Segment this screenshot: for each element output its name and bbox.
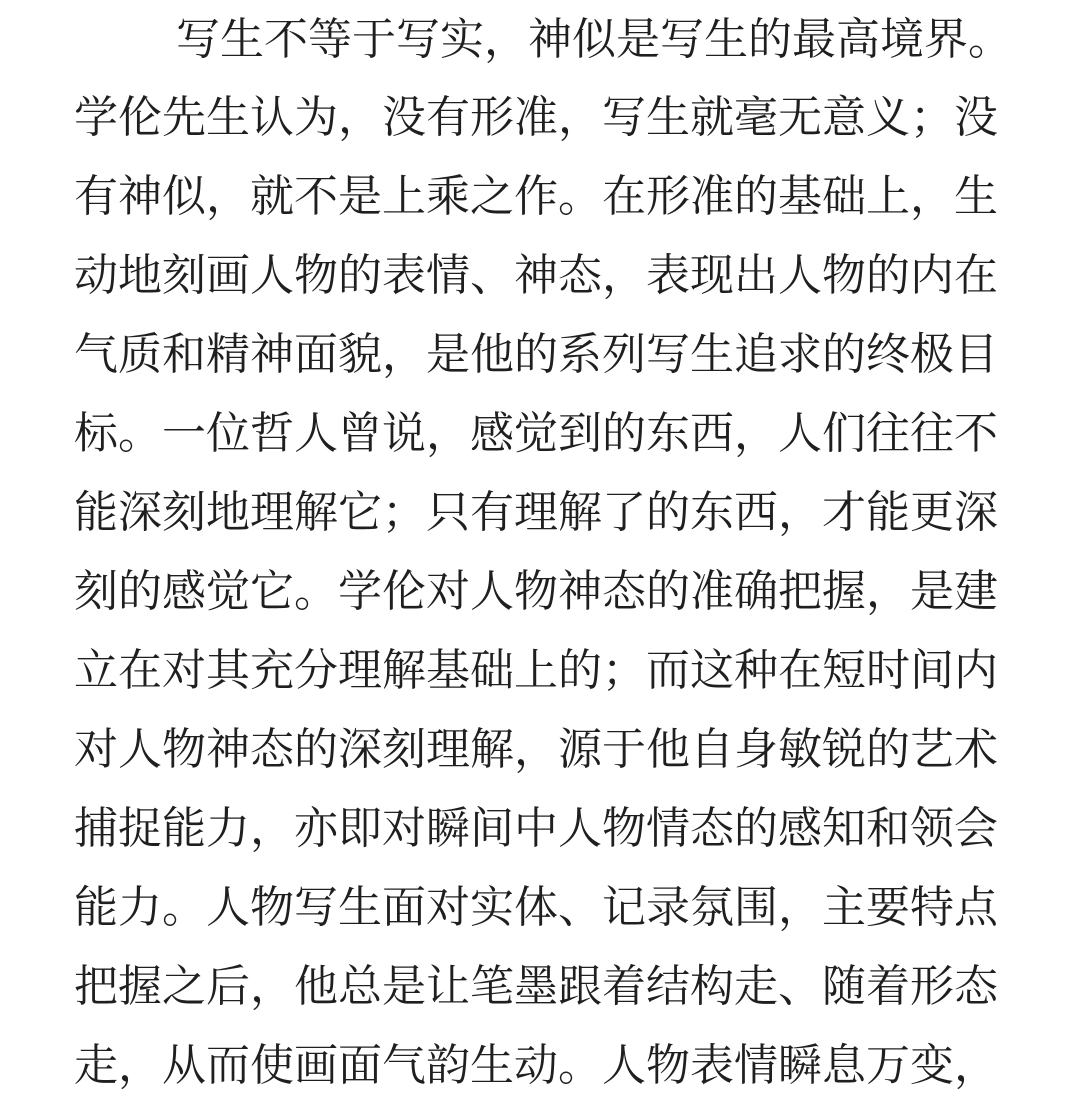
paragraph-line-10: 对人物神态的深刻理解，源于他自身敏锐的艺术 [74,724,998,775]
paragraph-line-4: 动地刻画人物的表情、神态，表现出人物的内在 [74,250,998,301]
paragraph-line-6: 标。一位哲人曾说，感觉到的东西，人们往往不 [74,408,998,459]
paragraph-line-7: 能深刻地理解它；只有理解了的东西，才能更深 [74,487,998,538]
paragraph-line-5: 气质和精神面貌，是他的系列写生追求的终极目 [74,329,998,380]
paragraph-line-2: 学伦先生认为，没有形准，写生就毫无意义；没 [74,92,998,143]
paragraph-line-11: 捕捉能力，亦即对瞬间中人物情态的感知和领会 [74,803,998,854]
paragraph-line-8: 刻的感觉它。学伦对人物神态的准确把握，是建 [74,566,998,617]
paragraph-line-1: 写生不等于写实，神似是写生的最高境界。 [176,14,1012,65]
paragraph-line-13: 把握之后，他总是让笔墨跟着结构走、随着形态 [74,961,998,1012]
paragraph-line-3: 有神似，就不是上乘之作。在形准的基础上，生 [74,171,998,222]
paragraph-line-9: 立在对其充分理解基础上的；而这种在短时间内 [74,645,998,696]
paragraph-line-12: 能力。人物写生面对实体、记录氛围，主要特点 [74,882,998,933]
paragraph-line-14: 走，从而使画面气韵生动。人物表情瞬息万变， [74,1040,998,1091]
